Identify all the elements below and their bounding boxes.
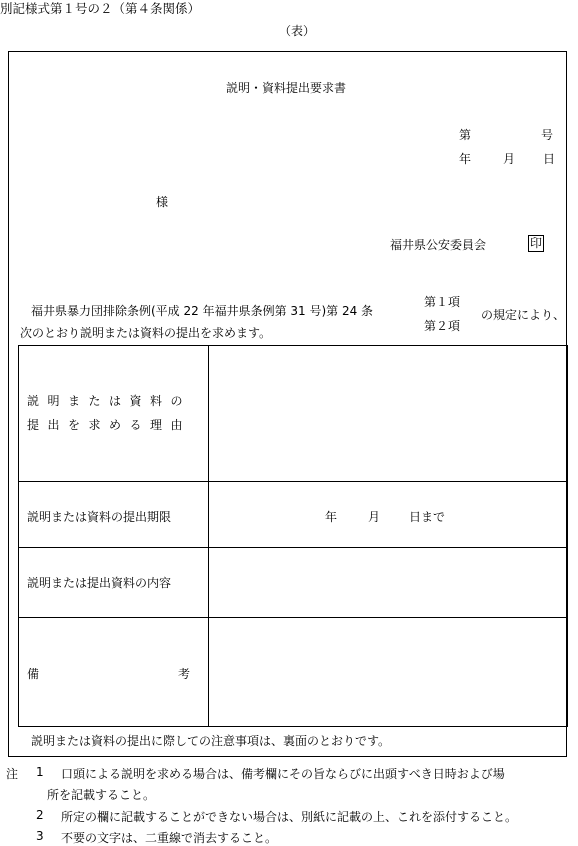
body-line-2: 次のとおり説明または資料の提出を求めます。 (20, 326, 272, 340)
remarks-field[interactable] (209, 617, 567, 726)
date-day-label: 日 (543, 152, 556, 166)
number-label-dai: 第 (459, 128, 472, 142)
deadline-month: 月 (368, 510, 381, 524)
note-2-text: 所定の欄に記載することができない場合は、別紙に記載の上、これを添付すること。 (61, 810, 518, 824)
deadline-day: 日まで (409, 510, 446, 524)
note-1-line2: 所を記載すること。 (47, 788, 156, 802)
note-3-text: 不要の文字は、二重線で消去すること。 (61, 831, 278, 845)
note-1-number: 1 (36, 765, 44, 779)
deadline-year: 年 (325, 510, 338, 524)
note-1-line1: 口頭による説明を求める場合は、備考欄にその旨ならびに出頭すべき日時および場 (61, 767, 505, 781)
reason-label-line2: 提出を求める理由 (27, 418, 192, 432)
note-3-number: 3 (36, 829, 44, 843)
notes-label: 注 (6, 767, 19, 781)
form-title: 説明・資料提出要求書 (226, 81, 347, 95)
remarks-label-start: 備 (27, 667, 40, 681)
body-line-1: 福井県暴力団排除条例(平成 22 年福井県条例第 31 号)第 24 条 (31, 304, 374, 318)
note-2-number: 2 (36, 808, 44, 822)
date-month-label: 月 (503, 152, 516, 166)
content-label: 説明または提出資料の内容 (27, 576, 172, 590)
date-year-label: 年 (459, 152, 472, 166)
addressee-suffix: 様 (156, 195, 169, 209)
clause-2: 第２項 (424, 319, 461, 333)
deadline-label: 説明または資料の提出期限 (27, 510, 172, 524)
body-suffix: の規定により、 (481, 308, 566, 322)
number-label-go: 号 (541, 128, 554, 142)
reason-field[interactable] (209, 346, 567, 480)
clause-1: 第１項 (424, 295, 461, 309)
seal-icon: 印 (530, 236, 543, 250)
form-reference: 別記様式第１号の２（第４条関係） (0, 1, 201, 16)
table-row-divider (19, 481, 567, 482)
remarks-label-end: 考 (178, 667, 191, 681)
seal-mark (528, 235, 544, 252)
footer-note: 説明または資料の提出に際しての注意事項は、裏面のとおりです。 (31, 734, 391, 748)
side-label: （表） (279, 24, 316, 38)
content-field[interactable] (209, 547, 567, 616)
reason-label-line1: 説明または資料の (27, 394, 192, 408)
issuer-name: 福井県公安委員会 (390, 238, 487, 252)
